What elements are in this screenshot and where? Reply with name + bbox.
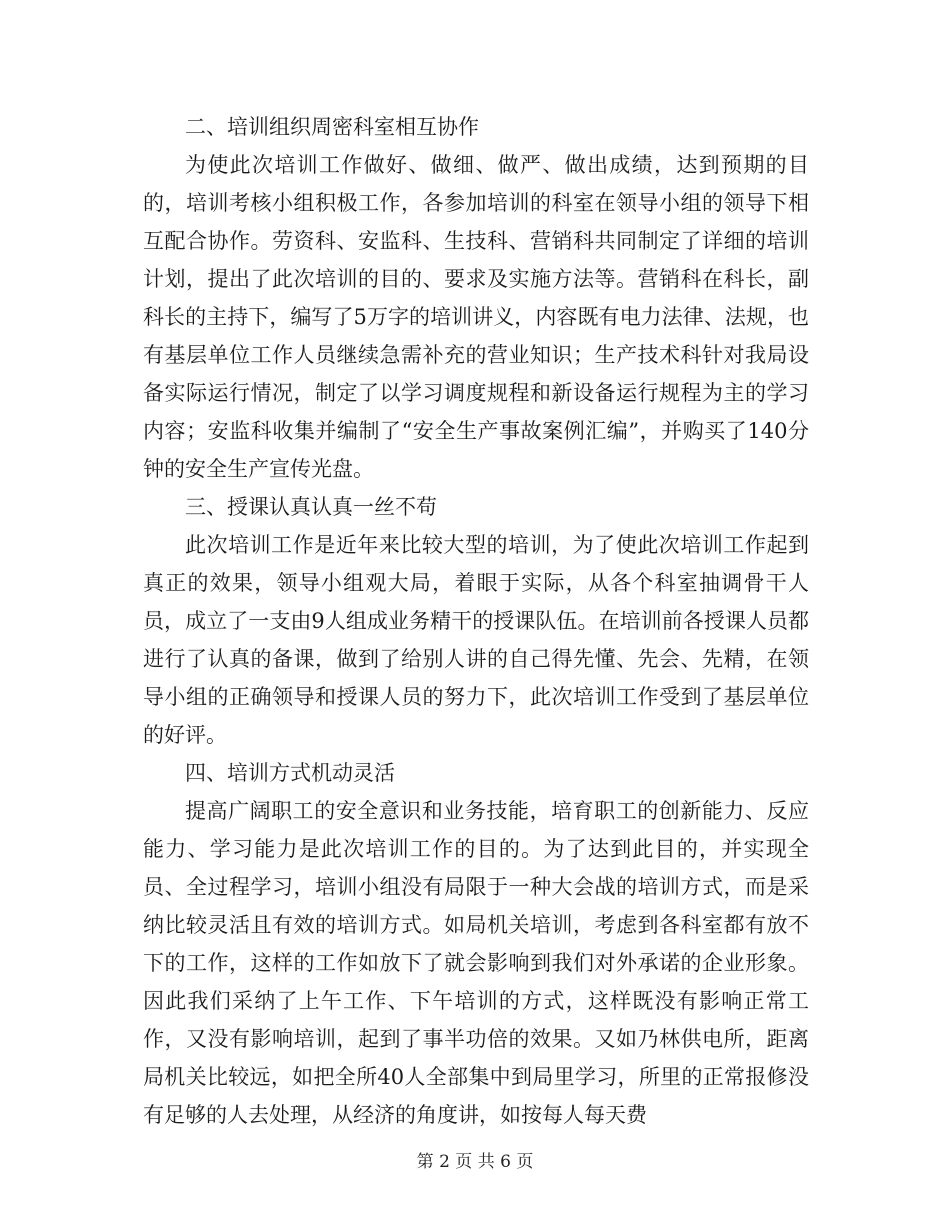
body-paragraph: 此次培训工作是近年来比较大型的培训，为了使此次培训工作起到真正的效果，领导小组观大局，着眼于实际，从各个科室抽调骨干人员，成立了一支由9人组成业务精干的授课队伍。在培训前各授课人员都进行了认真的备课，做到了给别人讲的自己得先懂、先会、先精，在领导小组的正确领导和授课人员的努力下，此次培训工作受到了基层单位的好评。 — [143, 533, 809, 747]
page-number-footer: 第 2 页 共 6 页 — [416, 1152, 534, 1172]
section-heading-3: 三、授课认真认真一丝不苟 — [185, 495, 437, 519]
section-heading-4: 四、培训方式机动灵活 — [185, 761, 395, 785]
document-body — [143, 108, 809, 1134]
body-paragraph: 为使此次培训工作做好、做细、做严、做出成绩，达到预期的目的，培训考核小组积极工作，各参加培训的科室在领导小组的领导下相互配合协作。劳资科、安监科、生技科、营销科共同制定了详细的培训计划，提出了此次培训的目的、要求及实施方法等。营销科在科长，副科长的主持下，编写了5万字的培训讲义，内容既有电力法律、法规，也有基层单位工作人员继续急需补充的营业知识；生产技术科针对我局设备实际运行情况，制定了以学习调度规程和新设备运行规程为主的学习内容；安监科收集并编制了“安全生产事故案例汇编”，并购买了140分钟的安全生产宣传光盘。 — [143, 153, 809, 481]
section-heading-2: 二、培训组织周密科室相互协作 — [185, 115, 479, 139]
body-paragraph: 提高广阔职工的安全意识和业务技能，培育职工的创新能力、反应能力、学习能力是此次培训工作的目的。为了达到此目的，并实现全员、全过程学习，培训小组没有局限于一种大会战的培训方式，而是采纳比较灵活且有效的培训方式。如局机关培训，考虑到各科室都有放不下的工作，这样的工作如放下了就会影响到我们对外承诺的企业形象。因此我们采纳了上午工作、下午培训的方式，这样既没有影响正常工作，又没有影响培训，起到了事半功倍的效果。又如乃林供电所，距离局机关比较远，如把全所40人全部集中到局里学习，所里的正常报修没有足够的人去处理，从经济的角度讲，如按每人每天费 — [143, 799, 809, 1127]
